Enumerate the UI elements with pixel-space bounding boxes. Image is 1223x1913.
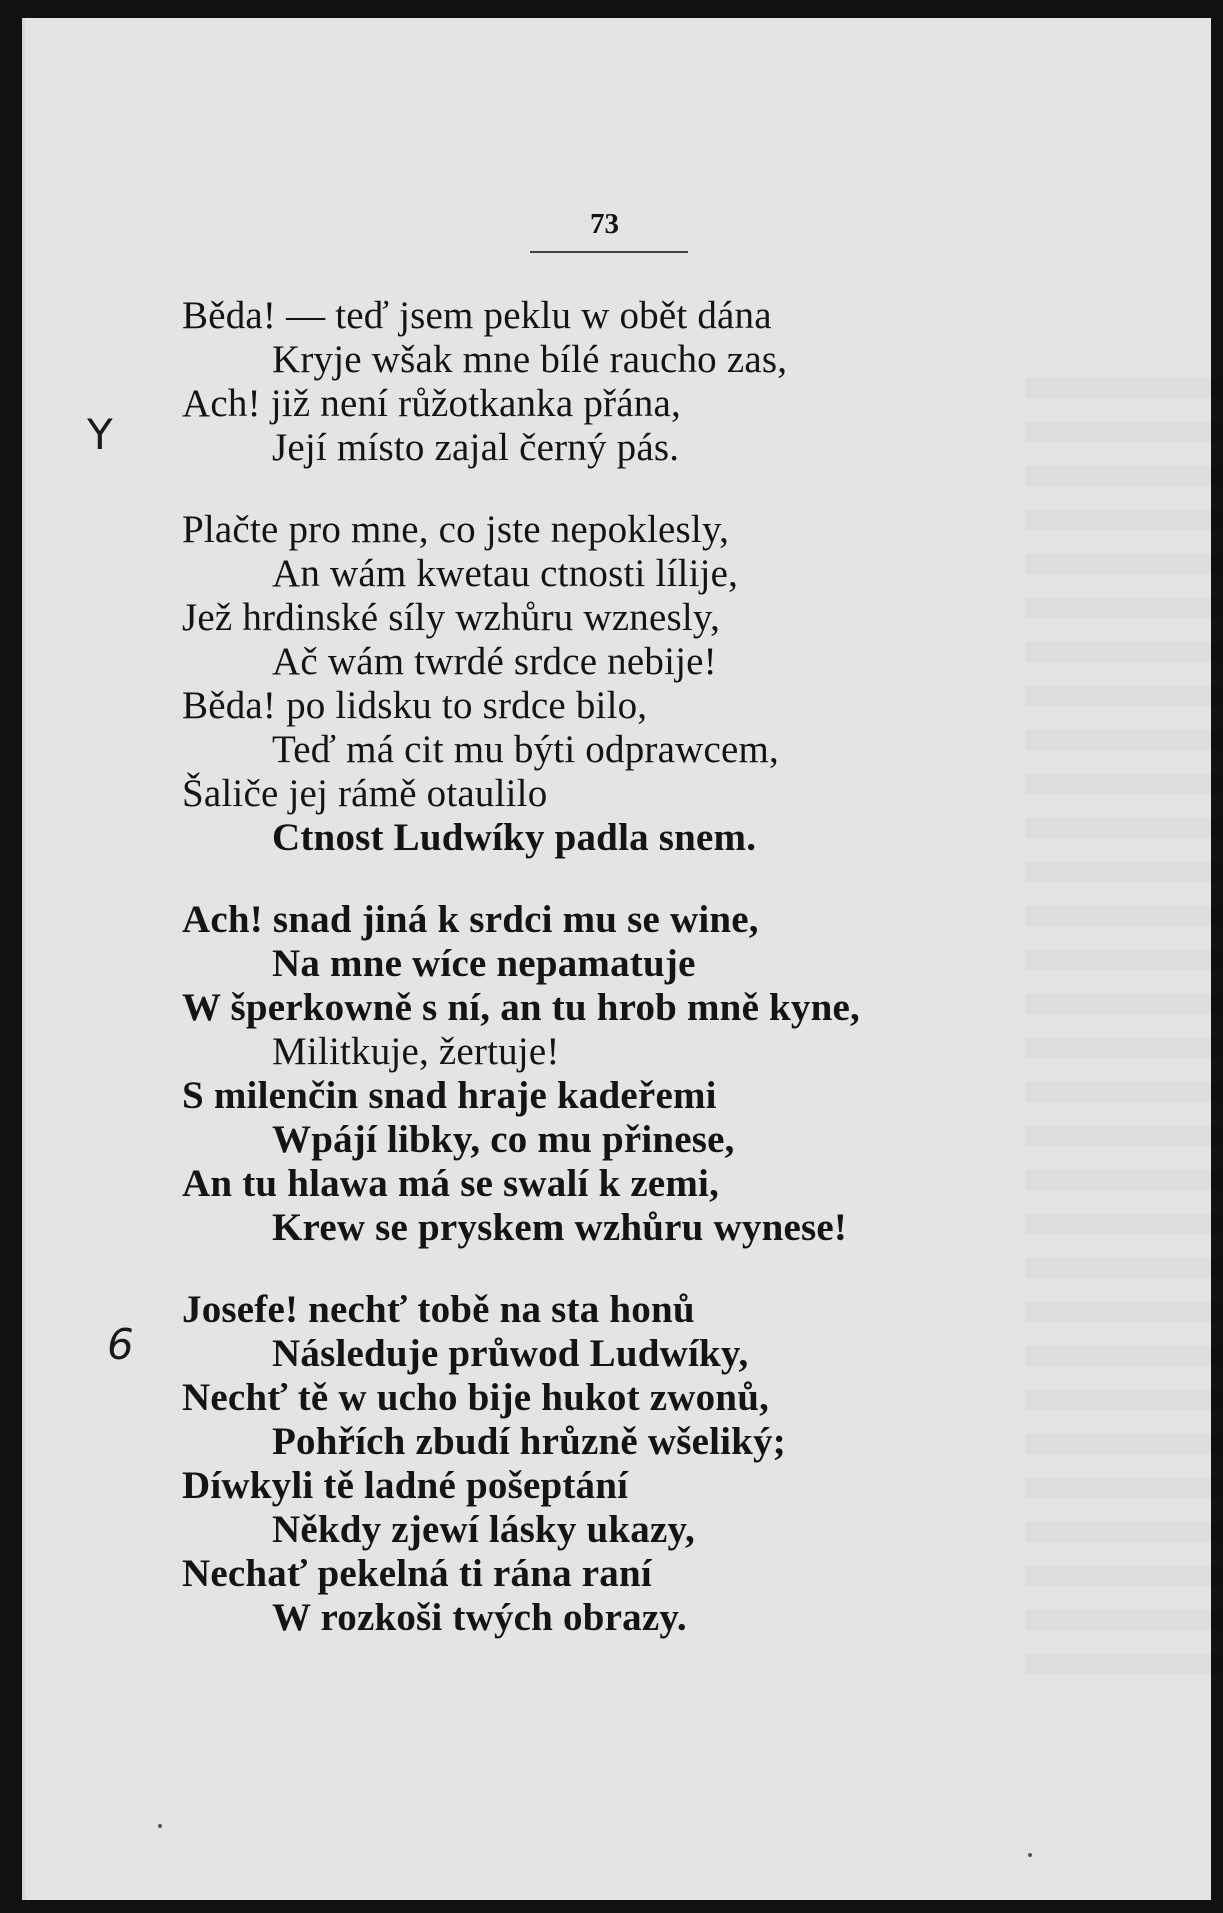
speck [1028,1853,1032,1857]
poem-line: Kryje wšak mne bílé raucho zas, [272,338,788,381]
stanza [182,294,1082,470]
poem-line: Následuje průwod Ludwíky, [272,1332,749,1375]
poem-line: Ach! snad jiná k srdci mu se wine, [182,898,759,941]
poem-line: Teď má cit mu býti odprawcem, [272,728,779,771]
poem-line: Někdy zjewí lásky ukazy, [272,1508,696,1551]
poem-line: W šperkowně s ní, an tu hrob mně kyne, [182,986,860,1029]
page-number-rule [530,251,688,253]
poem-line: Plačte pro mne, co jste nepoklesly, [182,508,730,551]
margin-mark-y: Y [87,410,113,459]
stanza [182,1288,1082,1640]
poem-line: Šaliče jej rámě otaulilo [182,772,548,815]
margin-mark-6: 6 [107,1320,134,1369]
poem-line: Její místo zajal černý pás. [272,426,680,469]
poem-line: Na mne wíce nepamatuje [272,942,696,985]
poem-line: Pohřích zbudí hrůzně wšeliký; [272,1420,786,1463]
page-number: 73 [590,208,619,240]
poem-line: An wám kwetau ctnosti lílije, [272,552,739,595]
poem-line: Ach! již není růžotkanka přána, [182,382,681,425]
poem-line: Díwkyli tě ladné pošeptání [182,1464,629,1507]
poem-line: Wpájí libky, co mu přinese, [272,1118,735,1161]
poem-line: Běda! po lidsku to srdce bilo, [182,684,648,727]
poem-line: Jež hrdinské síly wzhůru wznesly, [182,596,721,639]
book-page [22,18,1211,1900]
poem-line: Krew se pryskem wzhůru wynese! [272,1206,848,1249]
stanza [182,508,1082,860]
poem-line: Militkuje, žertuje! [272,1030,560,1073]
speck [158,1824,162,1828]
poem-line: Nechať pekelná ti rána raní [182,1552,652,1595]
poem-line: Ctnost Ludwíky padla snem. [272,816,757,859]
poem-line: W rozkoši twých obrazy. [272,1596,687,1639]
poem-line: Nechť tě w ucho bije hukot zwonů, [182,1376,770,1419]
poem-line: Ač wám twrdé srdce nebije! [272,640,717,683]
poem-line: Běda! — teď jsem peklu w obět dána [182,294,772,337]
poem-body [182,294,1082,1678]
poem-line: An tu hlawa má se swalí k zemi, [182,1162,720,1205]
poem-line: S milenčin snad hraje kadeřemi [182,1074,717,1117]
poem-line: Josefe! nechť tobě na sta honů [182,1288,695,1331]
stanza [182,898,1082,1250]
